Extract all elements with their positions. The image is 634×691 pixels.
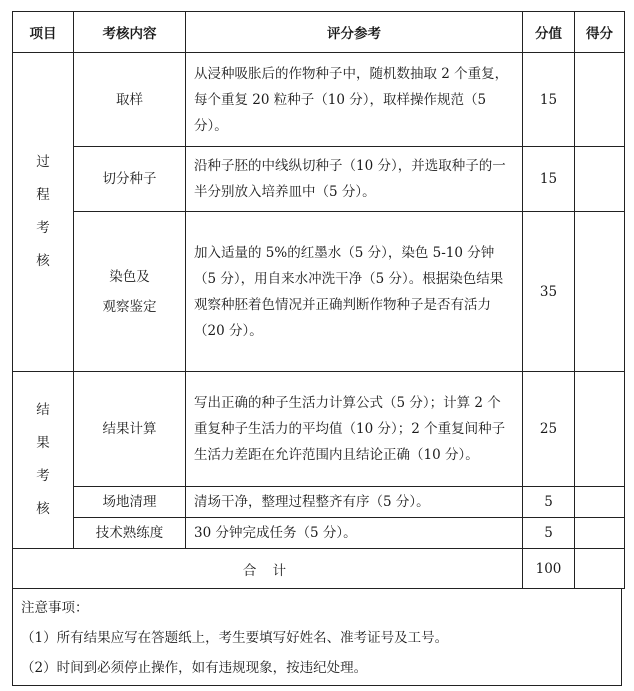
header-obtained: 得分 [575, 12, 625, 53]
obtained-cell[interactable] [575, 372, 625, 487]
table-row [13, 372, 625, 487]
category-char: 结 [36, 402, 50, 418]
criteria-cell: 从浸种吸胀后的作物种子中，随机数抽取 2 个重复，每个重复 20 粒种子（10 分），取样操作规范（5 分）。 [186, 53, 523, 147]
scoring-table [12, 11, 625, 589]
header-criteria: 评分参考 [186, 12, 523, 53]
total-row [13, 549, 625, 589]
item-name: 结果计算 [102, 421, 157, 437]
category-char: 考 [36, 468, 50, 484]
points-cell: 5 [523, 518, 575, 549]
item-cell [74, 212, 186, 372]
points-cell: 15 [523, 147, 575, 212]
total-obtained-cell[interactable] [575, 549, 625, 589]
item-name: 染色及 [109, 268, 150, 285]
category-result [13, 372, 74, 549]
table-row [13, 487, 625, 518]
note-item: （1）所有结果应写在答题纸上，考生要填写好姓名、准考证号及工号。 [21, 630, 449, 646]
total-label: 合 计 [13, 549, 523, 589]
table-row [13, 212, 625, 372]
criteria-cell: 写出正确的种子生活力计算公式（5 分）；计算 2 个重复种子生活力的平均值（10 分）；2 个重复间种子生活力差距在允许范围内且结论正确（10 分）。 [186, 372, 523, 487]
item-name: 观察鉴定 [102, 298, 157, 315]
table-row [13, 53, 625, 147]
item-cell [74, 53, 186, 147]
category-char: 程 [36, 187, 50, 203]
criteria-cell: 清场干净，整理过程整齐有序（5 分）。 [186, 487, 523, 518]
item-name: 技术熟练度 [95, 525, 164, 541]
header-project: 项目 [13, 12, 74, 53]
header-row [13, 12, 625, 53]
points-cell: 15 [523, 53, 575, 147]
points-cell: 35 [523, 212, 575, 372]
total-points: 100 [523, 549, 575, 589]
obtained-cell[interactable] [575, 518, 625, 549]
criteria-cell: 30 分钟完成任务（5 分）。 [186, 518, 523, 549]
category-char: 果 [36, 435, 50, 451]
item-name: 取样 [116, 91, 143, 108]
table-row [13, 147, 625, 212]
item-cell [74, 518, 186, 549]
note-item: （2）时间到必须停止操作，如有违规现象，按违纪处理。 [21, 660, 368, 676]
notes-section [12, 589, 622, 686]
category-char: 核 [36, 501, 50, 517]
item-cell [74, 487, 186, 518]
item-cell [74, 147, 186, 212]
table-row [13, 518, 625, 549]
points-cell: 25 [523, 372, 575, 487]
header-points: 分值 [523, 12, 575, 53]
category-char: 过 [36, 154, 50, 170]
category-char: 考 [36, 220, 50, 236]
header-content: 考核内容 [74, 12, 186, 53]
criteria-cell: 加入适量的 5%的红墨水（5 分），染色 5-10 分钟（5 分），用自来水冲洗干净（5 分）。根据染色结果观察种胚着色情况并正确判断作物种子是否有活力（20 分）。 [186, 212, 523, 372]
obtained-cell[interactable] [575, 147, 625, 212]
item-name: 切分种子 [102, 171, 157, 187]
category-process [13, 53, 74, 372]
item-cell [74, 372, 186, 487]
obtained-cell[interactable] [575, 487, 625, 518]
item-name: 场地清理 [102, 494, 157, 510]
obtained-cell[interactable] [575, 212, 625, 372]
category-char: 核 [36, 253, 50, 269]
notes-title: 注意事项： [21, 600, 89, 616]
obtained-cell[interactable] [575, 53, 625, 147]
points-cell: 5 [523, 487, 575, 518]
criteria-cell: 沿种子胚的中线纵切种子（10 分），并选取种子的一半分别放入培养皿中（5 分）。 [186, 147, 523, 212]
